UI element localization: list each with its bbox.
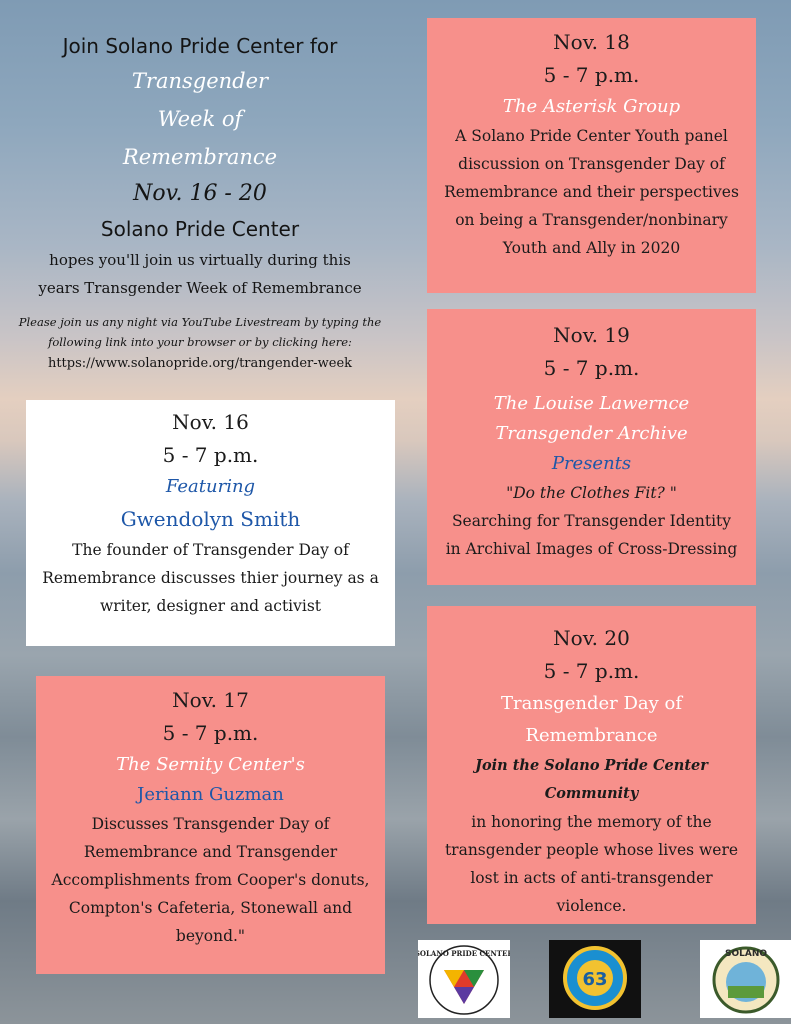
mhsa-logo xyxy=(549,940,641,1018)
intro-sub: years Transgender Week of Remembrance xyxy=(38,279,362,297)
mhsa-number: 63 xyxy=(582,969,608,990)
event-description: in Archival Images of Cross-Dressing xyxy=(445,540,738,558)
event-featuring: Featuring xyxy=(165,476,256,497)
event-time: 5 - 7 p.m. xyxy=(543,659,640,683)
event-description: Searching for Transgender Identity xyxy=(451,512,732,530)
event-description: lost in acts of anti-transgender xyxy=(470,869,713,887)
event-organization: Transgender Archive xyxy=(495,423,688,444)
event-card-nov18 xyxy=(427,18,756,293)
mhsa-logo-graphic xyxy=(549,940,641,1018)
event-description: discussion on Transgender Day of xyxy=(458,155,725,173)
event-description: The founder of Transgender Day of xyxy=(72,541,349,559)
intro-org: Solano Pride Center xyxy=(100,217,300,241)
event-description: in honoring the memory of the xyxy=(471,813,712,831)
intro-sub: hopes you'll join us virtually during this xyxy=(49,251,351,269)
event-description: on being a Transgender/nonbinary xyxy=(455,211,728,229)
event-join: Join the Solano Pride Center xyxy=(475,757,708,774)
solano-pride-center-logo xyxy=(418,940,510,1018)
pride-logo-text: SOLANO PRIDE CENTER xyxy=(418,949,510,958)
event-description: transgender people whose lives were xyxy=(444,841,739,859)
event-description: writer, designer and activist xyxy=(99,597,322,615)
event-card-nov16 xyxy=(26,400,395,646)
event-date: Nov. 16 xyxy=(172,410,249,434)
intro-title-line: Transgender xyxy=(131,69,269,93)
event-description: violence. xyxy=(556,897,627,915)
event-card-nov17 xyxy=(36,676,385,974)
intro-title-line: Week of xyxy=(157,107,243,131)
event-description: Discusses Transgender Day of xyxy=(91,815,330,833)
intro-heading: Join Solano Pride Center for xyxy=(62,34,338,58)
event-title: Transgender Day of xyxy=(501,693,682,714)
event-card-nov20 xyxy=(427,606,756,924)
solano-county-seal xyxy=(700,940,791,1018)
county-seal-graphic xyxy=(700,940,791,1018)
event-time: 5 - 7 p.m. xyxy=(543,356,640,380)
event-title: Remembrance xyxy=(525,725,658,746)
event-speaker: Gwendolyn Smith xyxy=(120,507,301,531)
event-organization: The Louise Lawernce xyxy=(493,393,690,414)
intro-note: Please join us any night via YouTube Livestream by typing the xyxy=(18,315,382,329)
intro-block xyxy=(10,30,390,376)
event-description: Remembrance and Transgender xyxy=(83,843,338,861)
event-description: Compton's Cafeteria, Stonewall and xyxy=(68,899,353,917)
event-organization: The Asterisk Group xyxy=(502,96,681,117)
event-date: Nov. 19 xyxy=(553,323,630,347)
event-time: 5 - 7 p.m. xyxy=(162,443,259,467)
livestream-link[interactable]: https://www.solanopride.org/trangender-week xyxy=(47,356,353,371)
event-presents: Presents xyxy=(551,453,632,474)
event-title: "Do the Clothes Fit? " xyxy=(506,484,677,502)
event-date: Nov. 18 xyxy=(553,30,630,54)
event-date: Nov. 20 xyxy=(553,626,630,650)
event-description: Remembrance discusses thier journey as a xyxy=(42,569,379,587)
event-description: Accomplishments from Cooper's donuts, xyxy=(51,871,370,889)
county-seal-text: SOLANO xyxy=(724,949,768,959)
event-time: 5 - 7 p.m. xyxy=(543,63,640,87)
intro-title-line: Remembrance xyxy=(122,145,278,169)
pride-logo-graphic xyxy=(418,940,510,1018)
event-description: Youth and Ally in 2020 xyxy=(502,239,681,257)
event-card-nov19 xyxy=(427,309,756,585)
event-description: Remembrance and their perspectives xyxy=(444,183,739,201)
event-organization: The Sernity Center's xyxy=(116,754,305,775)
event-date: Nov. 17 xyxy=(172,688,249,712)
intro-note: following link into your browser or by clicking here: xyxy=(48,335,352,349)
event-time: 5 - 7 p.m. xyxy=(162,721,259,745)
intro-dates: Nov. 16 - 20 xyxy=(133,181,267,206)
event-description: A Solano Pride Center Youth panel xyxy=(455,127,728,145)
event-speaker: Jeriann Guzman xyxy=(137,784,284,805)
event-description: beyond." xyxy=(175,927,246,945)
event-join: Community xyxy=(544,785,639,802)
